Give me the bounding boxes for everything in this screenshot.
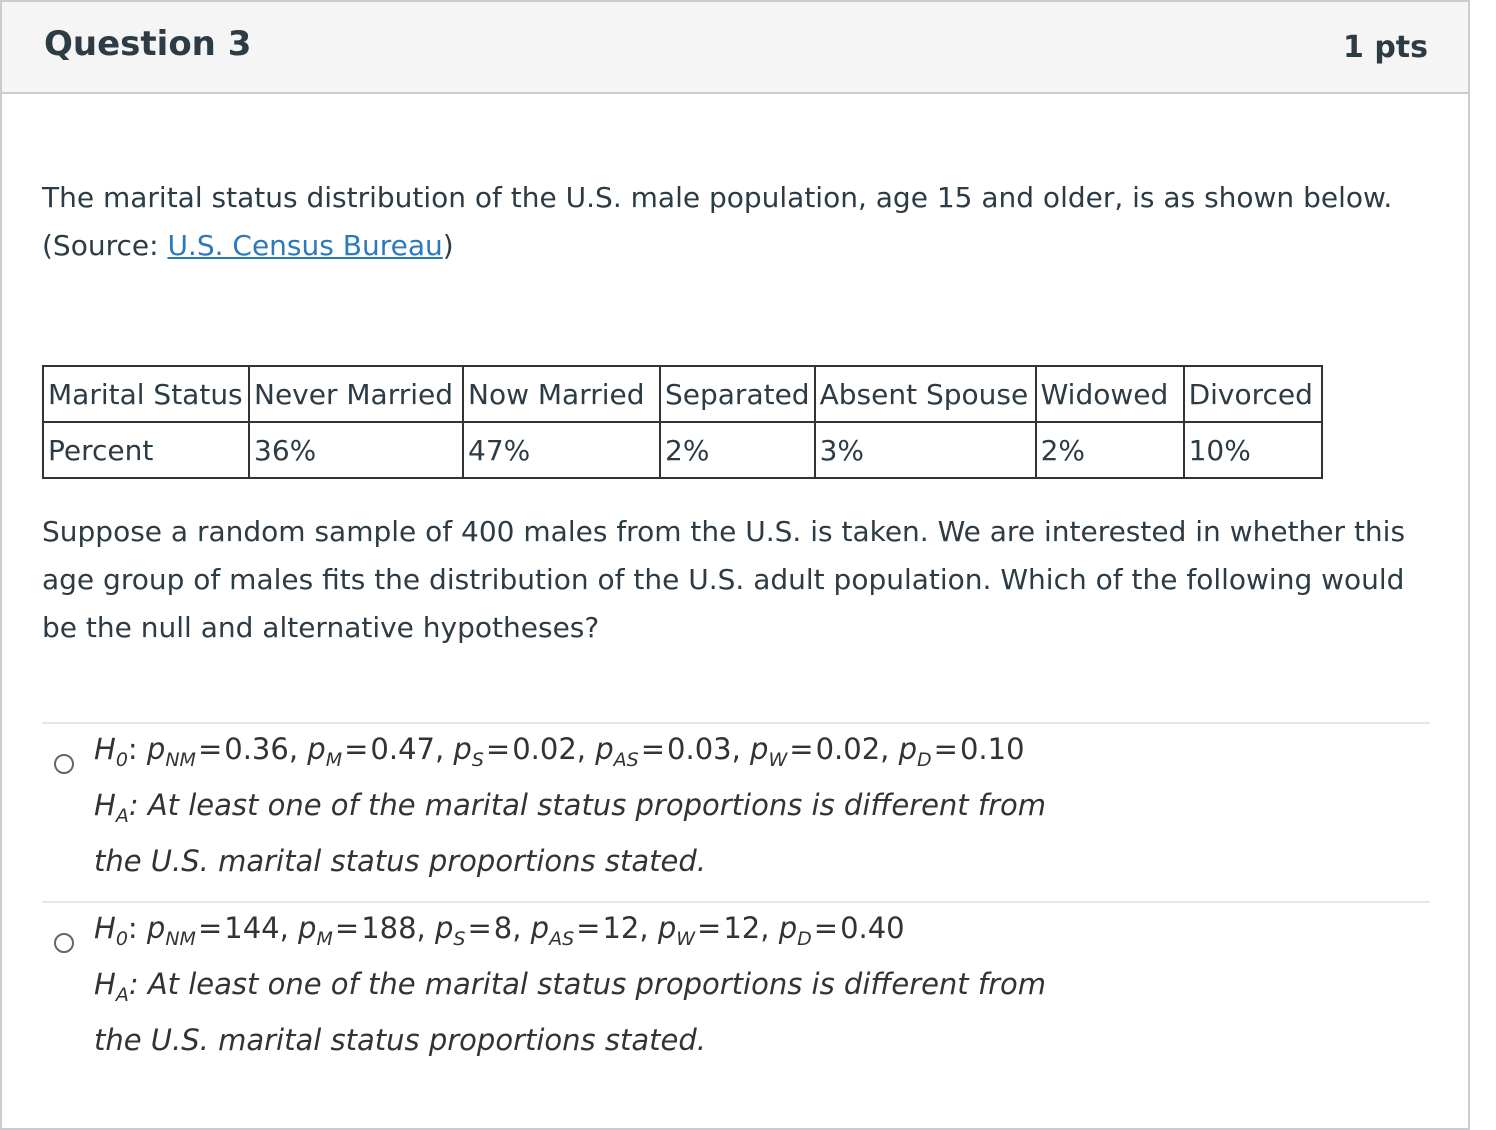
- p-symbol: p: [307, 732, 326, 766]
- p-sub: D: [797, 928, 812, 950]
- h0-value: 0.10: [959, 732, 1025, 766]
- ha-sub: A: [115, 984, 129, 1006]
- h0-sub: 0: [115, 928, 128, 950]
- table-header-cell: Widowed: [1036, 366, 1184, 422]
- ha-sub: A: [115, 805, 129, 827]
- distribution-table: [42, 365, 1323, 479]
- source-prefix: (Source:: [42, 229, 168, 262]
- answer-1-h0: $H_0$: $p_{NM}=0.36$, $p_M=0.47$, $p_S=0.02$, $p_{AS}=0.03$, $p_W=0.02$, $p_D=0.10$: [94, 732, 1025, 771]
- intro-text: [42, 174, 1442, 270]
- question-points: 1 pts: [1343, 30, 1428, 65]
- ha-text: At least one of the marital status proportions is different from: [147, 967, 1047, 1001]
- ha-text: At least one of the marital status proportions is different from: [147, 788, 1047, 822]
- table-header-cell: Divorced: [1184, 366, 1322, 422]
- answer-option-2[interactable]: [42, 903, 1430, 1079]
- p-sub: NM: [165, 928, 196, 950]
- p-symbol: p: [657, 911, 677, 945]
- p-sub: D: [917, 749, 932, 771]
- answer-radio-2[interactable]: [54, 933, 74, 953]
- p-symbol: p: [453, 732, 472, 766]
- p-sub: S: [471, 749, 484, 771]
- ha-symbol: H: [94, 967, 116, 1001]
- p-symbol: p: [750, 732, 769, 766]
- answer-radio-1[interactable]: [54, 754, 74, 774]
- h0-value: 0.03: [667, 732, 732, 766]
- table-header-row: [43, 366, 1322, 422]
- p-sub: W: [676, 928, 696, 950]
- question-header: [2, 2, 1468, 94]
- answer-option-1[interactable]: [42, 724, 1430, 900]
- h0-value: 8: [493, 911, 513, 945]
- answer-1-ha: $H_A$: At least one of the marital status proportions is different from: [94, 788, 1047, 827]
- source-link[interactable]: U.S. Census Bureau: [167, 229, 443, 262]
- table-header-cell: Never Married: [249, 366, 463, 422]
- question-prompt: Suppose a random sample of 400 males from the U.S. is taken. We are interested in whether this age group of males fits the distribution of the U.S. adult population. Which of the following would be the null and alternative hypotheses?: [42, 515, 1406, 644]
- p-sub: AS: [549, 928, 575, 950]
- intro-sentence: The marital status distribution of the U.S. male population, age 15 and older, is as shown below.: [42, 181, 1393, 214]
- p-sub: M: [325, 749, 343, 771]
- p-symbol: p: [298, 911, 317, 945]
- table-cell: 36%: [249, 422, 463, 478]
- source-suffix: ): [442, 229, 454, 262]
- h0-value: 0.02: [512, 732, 577, 766]
- answer-2-ha: $H_A$: At least one of the marital status proportions is different from: [94, 967, 1047, 1006]
- p-sub: NM: [165, 749, 196, 771]
- table-header-cell: Separated: [660, 366, 815, 422]
- p-sub: AS: [613, 749, 639, 771]
- table-header-cell: Now Married: [463, 366, 660, 422]
- table-cell: 3%: [815, 422, 1036, 478]
- h0-symbol: H: [94, 911, 116, 945]
- p-sub: M: [316, 928, 333, 950]
- table-row: [43, 422, 1322, 478]
- h0-value: 0.36: [224, 732, 289, 766]
- p-symbol: p: [778, 911, 798, 945]
- table-header-cell: Marital Status: [43, 366, 249, 422]
- h0-value: 0.40: [840, 911, 905, 945]
- p-sub: W: [768, 749, 788, 771]
- p-sub: S: [453, 928, 466, 950]
- ha-symbol: H: [94, 788, 116, 822]
- p-symbol: p: [146, 911, 166, 945]
- h0-symbol: H: [94, 732, 116, 766]
- table-cell: 10%: [1184, 422, 1322, 478]
- h0-value: 12: [602, 911, 640, 945]
- h0-value: 0.02: [815, 732, 881, 766]
- table-cell: 2%: [1036, 422, 1184, 478]
- h0-value: 188: [361, 911, 417, 945]
- answer-1-ha-cont: the U.S. marital status proportions stated.: [94, 844, 706, 878]
- table-cell: 47%: [463, 422, 660, 478]
- question-title: Question 3: [44, 24, 252, 64]
- answer-2-h0: $H_0$: $p_{NM}=144$, $p_M=188$, $p_S=8$, $p_{AS}=12$, $p_W=12$, $p_D=0.40$: [94, 911, 905, 950]
- h0-value: 0.47: [370, 732, 435, 766]
- p-symbol: p: [898, 732, 918, 766]
- p-symbol: p: [530, 911, 550, 945]
- h0-value: 12: [723, 911, 761, 945]
- table-cell: 2%: [660, 422, 815, 478]
- answer-2-ha-cont: the U.S. marital status proportions stated.: [94, 1023, 706, 1057]
- p-symbol: p: [146, 732, 166, 766]
- p-symbol: p: [434, 911, 454, 945]
- p-symbol: p: [595, 732, 614, 766]
- table-header-cell: Absent Spouse: [815, 366, 1036, 422]
- h0-value: 144: [224, 911, 280, 945]
- h0-sub: 0: [115, 749, 128, 771]
- table-cell: Percent: [43, 422, 249, 478]
